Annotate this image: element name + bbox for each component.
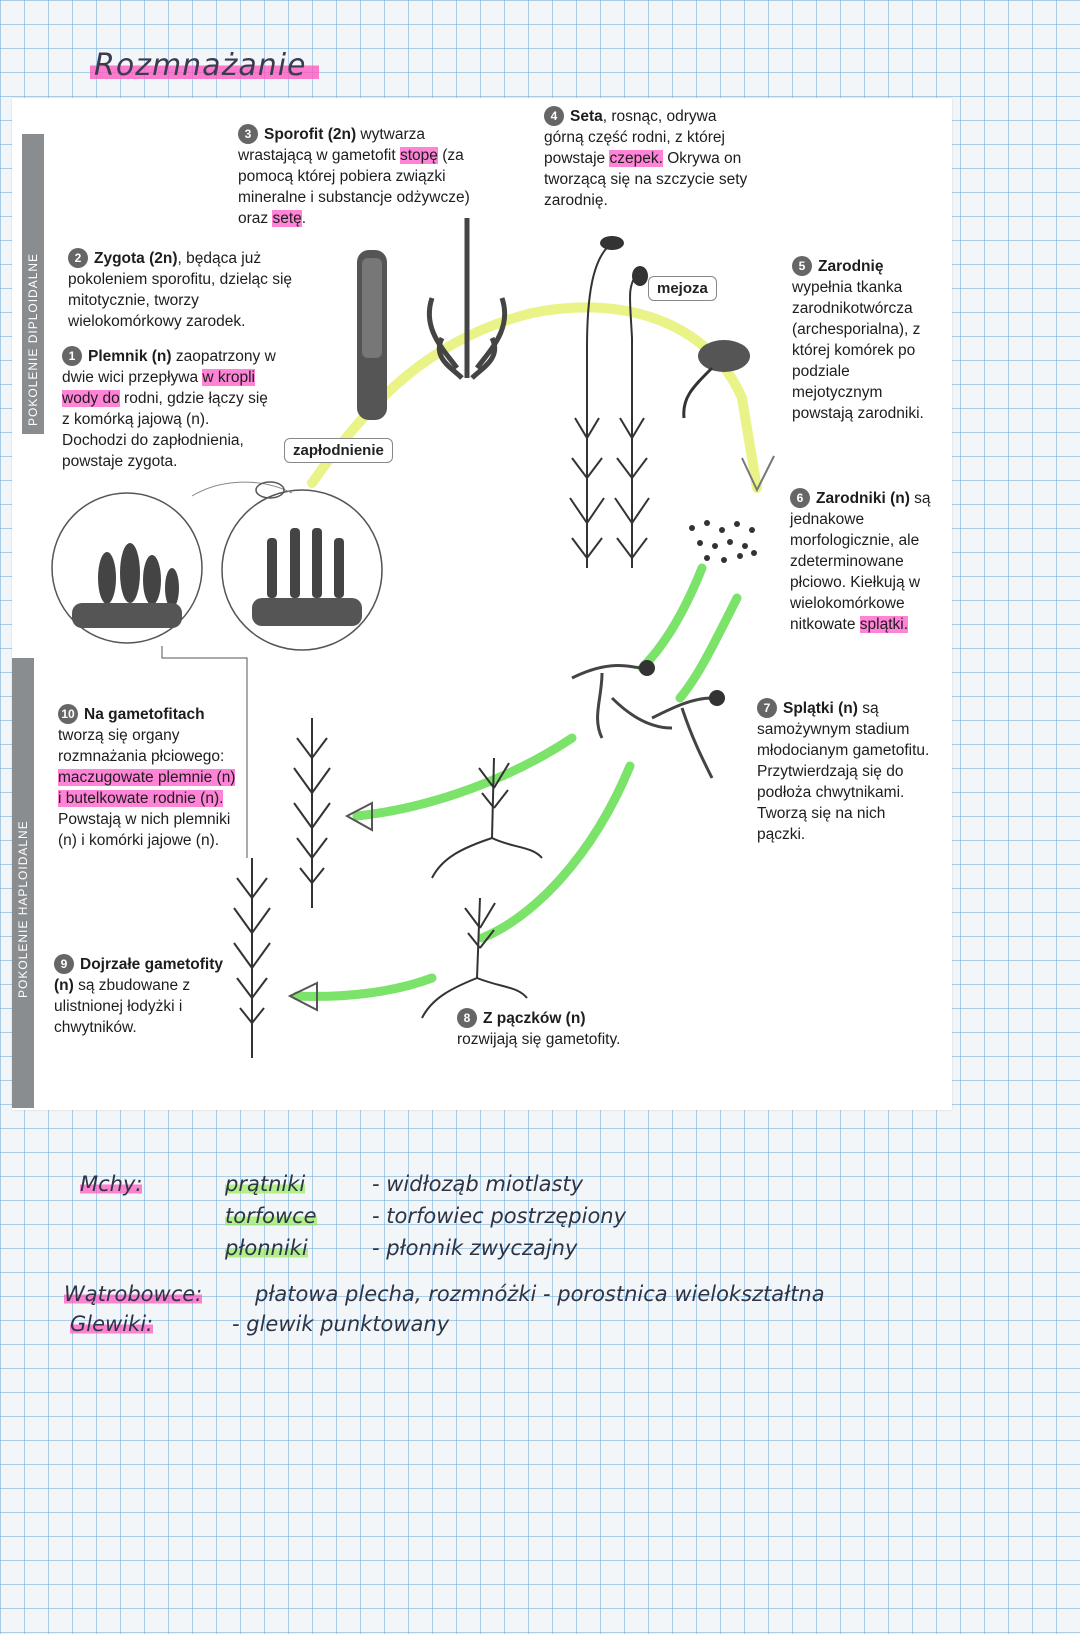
step-7-text: są samożywnym stadium młodocianym gametofitu. Przytwierdzają się do podłoża chwytnikami. Tworzą się na nich pączki. [757, 700, 930, 843]
protonema-arrow-2 [482, 766, 630, 938]
step-1-caption [62, 346, 277, 472]
step-9-caption [54, 954, 234, 1038]
step-6-text-a: są jednakowe morfologicznie, ale zdeterminowane płciowo. Kiełkują w wielokomórkowe nitkowate [790, 490, 931, 633]
capsule-2 [632, 266, 648, 286]
step-10-text-a: tworzą się organy rozmnażania płciowego: [58, 727, 225, 765]
step-3-title: Sporofit (2n) [264, 126, 357, 143]
young-sporophyte-drawing [429, 218, 504, 378]
step-3-caption [238, 124, 493, 229]
young-gametophyte-1 [432, 758, 542, 878]
step-6-highlight: splątki. [859, 616, 909, 633]
mchy-example-1: - widłoząb miotlasty [372, 1172, 584, 1196]
mchy-example-3: - płonnik zwyczajny [372, 1236, 578, 1260]
step-8-title: Z pączków (n) [483, 1010, 586, 1027]
protonema-arrow-1 [357, 738, 572, 816]
step-8-number: 8 [457, 1008, 477, 1028]
step-6-caption [790, 488, 940, 635]
step-5-title: Zarodnię [818, 258, 884, 275]
step-3-text-c: . [301, 210, 307, 227]
young-gametophyte-2 [422, 898, 527, 1018]
mchy-group-1: prątniki [225, 1172, 306, 1196]
spores [689, 520, 757, 563]
step-5-text: wypełnia tkanka zarodnikotwórcza (archesporialna), z której komórek po podziale mejotycznym powstają zarodniki. [792, 279, 924, 422]
step-1-highlight: w kropli wody do [62, 369, 255, 407]
capsule-1 [600, 236, 624, 250]
mchy-example-2: - torfowiec postrzępiony [372, 1204, 627, 1228]
step-10-highlight: maczugowate plemnie (n) i butelkowate rodnie (n). [58, 769, 236, 807]
step-1-text-a: zaopatrzony w dwie wici przepływa [62, 348, 276, 386]
meiosis-tag: mejoza [648, 276, 717, 301]
step-2-text: , będąca już pokoleniem sporofitu, dzieląc się mitotycznie, tworzy wielokomórkowy zarodek. [68, 250, 293, 330]
step-4-text-a: , rosnąc, odrywa górną część rodni, z której powstaje [544, 108, 725, 167]
step-2-caption [68, 248, 308, 332]
step-7-number: 7 [757, 698, 777, 718]
step-3-text-b: (za pomocą której pobiera związki mineralne i substancje odżywcze) oraz [238, 147, 470, 227]
zygote-drawing [357, 250, 387, 420]
step-9-text: są zbudowane z ulistnionej łodyżki i chwytników. [54, 977, 191, 1036]
step-10-title: Na gametofitach [84, 706, 205, 723]
step-2-number: 2 [68, 248, 88, 268]
step-4-highlight: czepek. [609, 150, 663, 167]
step-7-caption [757, 698, 937, 845]
step-5-caption [792, 256, 942, 424]
capsule-stalk [684, 368, 712, 418]
spore-arrow-2 [680, 598, 737, 698]
step-4-text-b: Okrywa on tworzącą się na szczycie sety zarodnię. [544, 150, 748, 209]
watrobowce-label: Wątrobowce: [64, 1282, 203, 1306]
step-6-number: 6 [790, 488, 810, 508]
step-5-number: 5 [792, 256, 812, 276]
step-7-title: Splątki (n) [783, 700, 858, 717]
page-title: Rozmnażanie [90, 48, 319, 83]
bud-1 [639, 660, 655, 676]
watrobowce-text: płatowa plecha, rozmnóżki - porostnica wielokształtna [255, 1282, 825, 1306]
glewiki-label: Glewiki: [70, 1312, 154, 1336]
mature-gametophyte-1 [294, 718, 330, 908]
step-8-caption [457, 1008, 642, 1050]
opened-capsule [698, 340, 750, 372]
step-1-title: Plemnik (n) [88, 348, 172, 365]
step-1-text-b: rodni, gdzie łączy się z komórką jajową (n). Dochodzi do zapłodnienia, powstaje zygota. [62, 390, 268, 470]
step-4-caption [544, 106, 754, 211]
step-8-text: rozwijają się gametofity. [457, 1031, 621, 1048]
step-9-title: Dojrzałe gametofity (n) [54, 956, 223, 994]
diagram-sheet [12, 98, 952, 1110]
bud-2 [709, 690, 725, 706]
step-10-text-b: Powstają w nich plemniki (n) i komórki jajowe (n). [58, 811, 231, 849]
step-10-number: 10 [58, 704, 78, 724]
step-3-text-a: wytwarza wrastającą w gametofit [238, 126, 426, 164]
step-2-title: Zygota (2n) [94, 250, 178, 267]
mchy-group-3: płonniki [225, 1236, 308, 1260]
step-3-highlight-seta: setę [272, 210, 302, 227]
mchy-label: Mchy: [80, 1172, 143, 1196]
sperm-icon [256, 482, 284, 498]
step-10-caption [58, 704, 238, 851]
step-9-number: 9 [54, 954, 74, 974]
step-3-highlight-foot: stopę [399, 147, 438, 164]
step-4-number: 4 [544, 106, 564, 126]
glewiki-text: - glewik punktowany [232, 1312, 450, 1336]
mature-sporophytes [570, 243, 649, 568]
mchy-group-2: torfowce [225, 1204, 317, 1228]
step-3-number: 3 [238, 124, 258, 144]
fertilization-tag: zapłodnienie [284, 438, 393, 463]
step-4-title: Seta [570, 108, 603, 125]
step-1-number: 1 [62, 346, 82, 366]
haploid-side-label: POKOLENIE HAPLOIDALNE [16, 820, 30, 998]
step-6-title: Zarodniki (n) [816, 490, 910, 507]
diploid-side-label: POKOLENIE DIPLOIDALNE [26, 252, 40, 426]
mature-gametophyte-2 [234, 858, 270, 1058]
spore-arrow-1 [642, 568, 702, 668]
